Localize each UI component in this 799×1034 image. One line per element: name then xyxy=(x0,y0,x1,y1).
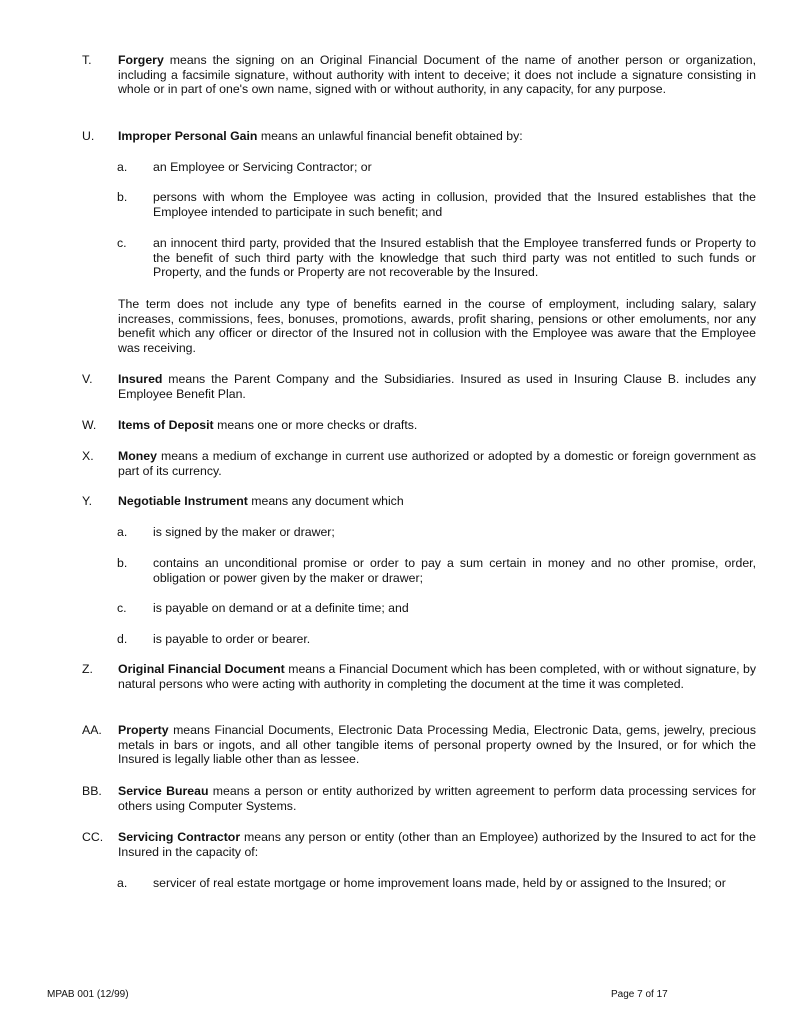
list-item: b. contains an unconditional promise or order to pay a sum certain in money and no other promise, order, obligation or power given by the maker or drawer; xyxy=(117,556,756,585)
definition-text: means an unlawful financial benefit obtained by: xyxy=(257,129,523,143)
list-item: c. an innocent third party, provided that the Insured establish that the Employee transferred funds or Property to the benefit of such third party with the knowledge that such third party was not entitled to such funds or Property, and the funds or Property are not recoverable by the Insured. xyxy=(117,236,756,280)
definition-label: X. xyxy=(82,449,94,463)
definition-label: Y. xyxy=(82,494,93,508)
definition-negotiable-instrument xyxy=(82,494,756,509)
definition-term: Property xyxy=(118,723,169,737)
list-item: a. servicer of real estate mortgage or home improvement loans made, held by or assigned to the Insured; or xyxy=(117,876,726,890)
list-item: b. persons with whom the Employee was acting in collusion, provided that the Insured establishes that the Employee intended to participate in such benefit; and xyxy=(117,190,756,219)
definition-label: Z. xyxy=(82,662,93,676)
definition-term: Servicing Contractor xyxy=(118,830,241,844)
list-item: c. is payable on demand or at a definite time; and xyxy=(117,601,409,615)
definition-text: means one or more checks or drafts. xyxy=(213,418,418,432)
form-id: MPAB 001 (12/99) xyxy=(47,989,129,1000)
definition-label: T. xyxy=(82,53,92,67)
definition-term: Forgery xyxy=(118,53,164,67)
definition-label: V. xyxy=(82,372,93,386)
definition-text: means a person or entity authorized by written agreement to perform data processing services for others using Computer Systems. xyxy=(118,784,757,813)
list-item: a. an Employee or Servicing Contractor; or xyxy=(117,160,372,174)
definition-text: means a Financial Document which has been completed, with or without signature, by natural persons who were acting with authority in completing the document at the time it was completed. xyxy=(118,662,756,691)
definition-label: W. xyxy=(82,418,97,432)
definition-label: CC. xyxy=(82,830,104,844)
definition-original-financial-document xyxy=(82,662,756,691)
definition-term: Negotiable Instrument xyxy=(118,494,248,508)
definition-text: means a medium of exchange in current use authorized or adopted by a domestic or foreign government as part of its currency. xyxy=(118,449,756,478)
definition-service-bureau xyxy=(82,784,756,813)
definition-text: means the signing on an Original Financial Document of the name of another person or organization, including a facsimile signature, without authority with intent to deceive; it does not include a signature consisting in whole or in part of one's own name, signed with or without authority, in any capacity, for any purpose. xyxy=(118,53,756,97)
definition-label: BB. xyxy=(82,784,102,798)
definition-insured xyxy=(82,372,756,401)
definition-items-of-deposit xyxy=(82,418,756,433)
definition-text: means any document which xyxy=(247,494,404,508)
definition-term: Service Bureau xyxy=(118,784,209,798)
definition-term: Improper Personal Gain xyxy=(118,129,258,143)
definition-label: AA. xyxy=(82,723,102,737)
definition-improper-personal-gain xyxy=(82,129,756,144)
definition-text: means Financial Documents, Electronic Data Processing Media, Electronic Data, gems, jewelry, precious metals in bars or ingots, and all other tangible items of personal property owned by the Insured, or for which the Insured is legally liable other than as lessee. xyxy=(118,723,756,767)
list-item: a. is signed by the maker or drawer; xyxy=(117,525,335,539)
definition-term: Original Financial Document xyxy=(118,662,285,676)
definition-term: Items of Deposit xyxy=(118,418,214,432)
definition-text: means any person or entity (other than an Employee) authorized by the Insured to act for the Insured in the capacity of: xyxy=(118,830,756,859)
definition-term: Money xyxy=(118,449,157,463)
definition-servicing-contractor xyxy=(82,830,756,859)
definition-forgery xyxy=(82,53,756,97)
page-number: Page 7 of 17 xyxy=(611,989,668,1000)
definition-note: The term does not include any type of benefits earned in the course of employment, including salary, salary increases, commissions, fees, bonuses, promotions, awards, profit sharing, pensions or other emoluments, nor any benefit which any officer or director of the Insured not in collusion with the Employee was aware that the Employee was receiving. xyxy=(118,297,756,355)
list-item: d. is payable to order or bearer. xyxy=(117,632,311,646)
definition-text: means the Parent Company and the Subsidiaries. Insured as used in Insuring Clause B. includes any Employee Benefit Plan. xyxy=(118,372,756,401)
definition-term: Insured xyxy=(118,372,163,386)
definition-property xyxy=(82,723,756,767)
definition-label: U. xyxy=(82,129,95,143)
definition-money xyxy=(82,449,756,478)
